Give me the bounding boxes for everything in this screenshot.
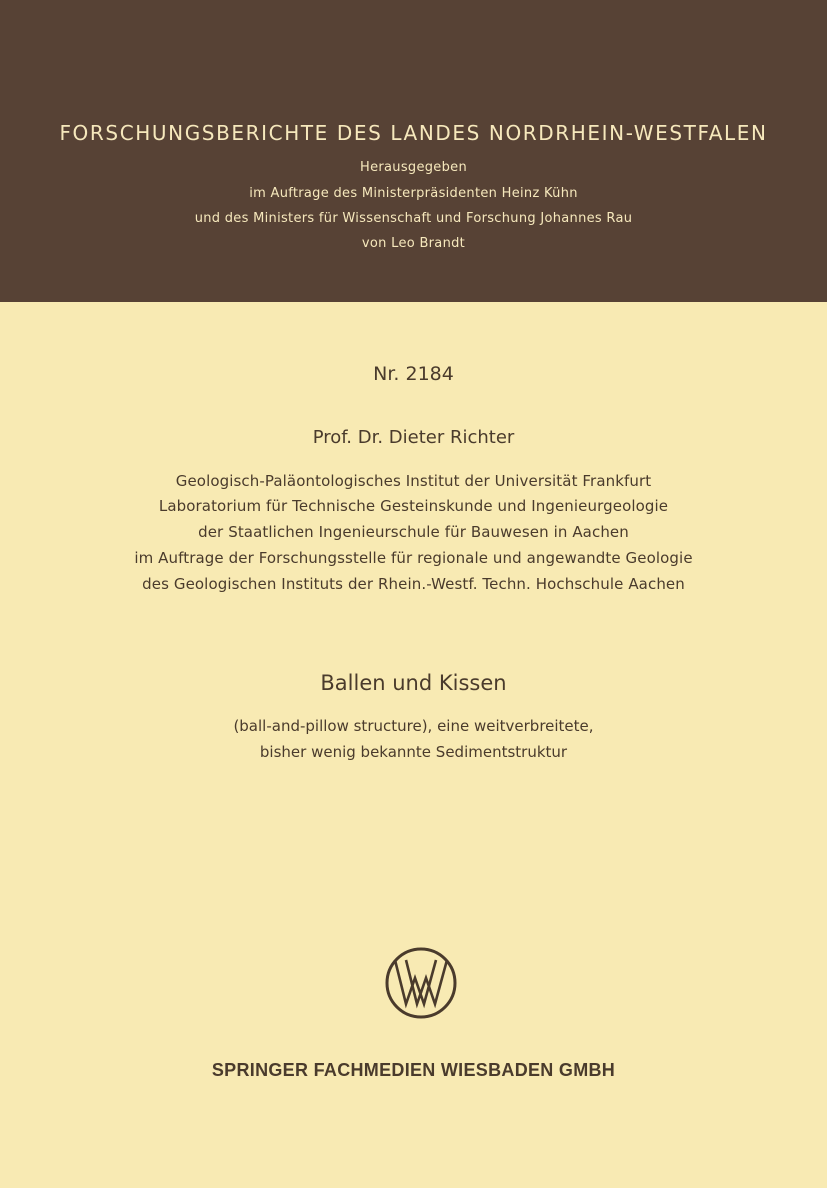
series-header-band	[0, 0, 827, 302]
affiliation-line: Geologisch-Paläontologisches Institut der Universität Frankfurt	[175, 472, 652, 490]
author-name: Prof. Dr. Dieter Richter	[312, 427, 515, 448]
book-title: Ballen und Kissen	[320, 671, 507, 695]
editor-line-brandt: von Leo Brandt	[361, 236, 466, 251]
series-title: FORSCHUNGSBERICHTE DES LANDES NORDRHEIN-WESTFALEN	[59, 121, 768, 145]
editor-line-minister: und des Ministers für Wissenschaft und Forschung Johannes Rau	[194, 211, 633, 226]
affiliation-line: der Staatlichen Ingenieurschule für Bauwesen in Aachen	[198, 523, 629, 541]
affiliation-line: im Auftrage der Forschungsstelle für regionale und angewandte Geologie	[134, 549, 693, 567]
springer-vw-logo-icon	[384, 946, 458, 1020]
editor-line-ministerpraesident: im Auftrage des Ministerpräsidenten Heinz Kühn	[249, 186, 578, 201]
affiliation-line: Laboratorium für Technische Gesteinskunde und Ingenieurgeologie	[158, 497, 669, 515]
editor-line-herausgegeben: Herausgegeben	[360, 160, 467, 175]
publisher-name: SPRINGER FACHMEDIEN WIESBADEN GMBH	[211, 1060, 616, 1080]
subtitle-line: (ball-and-pillow structure), eine weitverbreitete,	[233, 717, 594, 735]
affiliation-line: des Geologischen Instituts der Rhein.-Westf. Techn. Hochschule Aachen	[142, 575, 685, 593]
subtitle-line: bisher wenig bekannte Sedimentstruktur	[259, 743, 568, 761]
report-number: Nr. 2184	[373, 363, 454, 385]
